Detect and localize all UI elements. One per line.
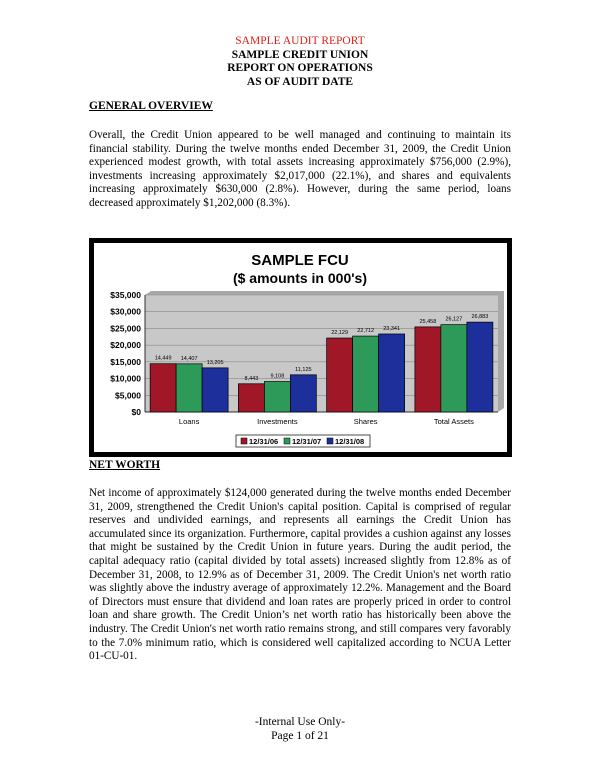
bar-data-label: 25,458 (419, 318, 437, 325)
chart-legend (236, 435, 370, 447)
legend-swatch (284, 438, 290, 444)
bar-data-label: 22,129 (331, 330, 349, 337)
chart-bar (441, 325, 467, 412)
legend-label: 12/31/07 (292, 437, 322, 446)
header-audit-report: SAMPLE AUDIT REPORT (235, 35, 365, 47)
footer-page-number: Page 1 of 21 (271, 730, 329, 742)
bar-data-label: 26,127 (445, 316, 463, 323)
chart-bar (415, 327, 441, 412)
fcu-bar-chart (94, 243, 507, 452)
report-header (0, 35, 600, 89)
y-tick-label: $10,000 (110, 373, 141, 384)
bar-data-label: 26,883 (471, 314, 489, 321)
bar-data-label: 8,443 (244, 375, 259, 382)
chart-bar (264, 382, 290, 412)
bar-data-label: 14,407 (180, 355, 198, 362)
net-worth-paragraph: Net income of approximately $124,000 generated during the twelve months ended December 31, 2009, strengthened the Credit Union's capital position. Capital is comprised of regular reserves and undivided earnings, and represents all earnings the Credit Union has accumulated since its organization. Furthermore, capital provides a cushion against any losses that might be sustained by the Credit Union in future years. During the audit period, the capital adequacy ratio (capital divided by total assets) increased slightly from 12.8% as of December 31, 2008, to 12.9% as of December 31, 2009. The Credit Union's net worth ratio was slightly above the industry average of approximately 12.2%. Management and the Board of Directors must ensure that dividend and loan rates are properly priced in order to control loan and share growth. The Credit Union’s net worth ratio has historically been above the industry. The Credit Union's net worth ratio remains strong, and still compares very favorably to the 7.0% minimum ratio, which is considered well capitalized according to NCUA Letter 01-CU-01. (89, 487, 511, 663)
chart-subtitle: ($ amounts in 000's) (232, 270, 368, 286)
chart-bar (290, 375, 316, 412)
y-tick-label: $15,000 (110, 356, 141, 367)
header-as-of-date: AS OF AUDIT DATE (246, 75, 354, 88)
x-tick-label: Loans (178, 417, 200, 426)
bar-data-label: 9,108 (270, 373, 285, 380)
bar-data-label: 22,712 (357, 328, 375, 335)
legend-swatch (241, 438, 247, 444)
legend-label: 12/31/06 (249, 437, 279, 446)
chart-bar (238, 384, 264, 412)
chart-plot (110, 290, 504, 426)
y-tick-label: $5,000 (115, 390, 141, 401)
bar-data-label: 23,341 (383, 325, 401, 332)
chart-bar (202, 368, 228, 412)
x-tick-label: Shares (353, 417, 378, 426)
chart-bar (467, 322, 493, 412)
y-tick-label: $35,000 (110, 290, 141, 300)
chart-title: SAMPLE FCU (251, 252, 349, 269)
page-footer (0, 715, 600, 743)
bar-data-label: 14,449 (154, 355, 172, 362)
y-tick-label: $20,000 (110, 340, 141, 351)
footer-internal-use: -Internal Use Only- (254, 716, 346, 728)
header-report-on-operations: REPORT ON OPERATIONS (227, 62, 373, 74)
chart-area (94, 243, 507, 452)
bar-data-label: 11,125 (295, 366, 312, 373)
chart-bar (176, 364, 202, 412)
y-tick-label: $25,000 (110, 323, 141, 334)
x-tick-label: Investments (257, 417, 298, 426)
header-credit-union: SAMPLE CREDIT UNION (231, 48, 369, 61)
chart-bar (327, 338, 353, 412)
general-overview-paragraph: Overall, the Credit Union appeared to be well managed and continuing to maintain its financial stability. During the twelve months ended December 31, 2009, the Credit Union experienced modest growth, with total assets increasing approximately $756,000 (2.9%), investments increasing approximately $2,017,000 (22.1%), and shares and equivalents increasing approximately $630,000 (2.8%). However, during the same period, loans decreased approximately $1,202,000 (8.3%). (89, 129, 511, 209)
chart-bar (353, 336, 379, 412)
general-overview-heading: GENERAL OVERVIEW (89, 100, 213, 112)
x-tick-label: Total Assets (433, 417, 474, 426)
y-tick-label: $0 (131, 407, 141, 417)
legend-swatch (327, 438, 333, 444)
net-worth-heading: NET WORTH (89, 459, 161, 471)
chart-bar (379, 334, 405, 412)
bar-data-label: 13,205 (206, 359, 224, 366)
chart-bar (150, 364, 176, 412)
y-tick-label: $30,000 (110, 306, 141, 317)
chart-frame (89, 238, 512, 457)
legend-label: 12/31/08 (335, 437, 365, 446)
